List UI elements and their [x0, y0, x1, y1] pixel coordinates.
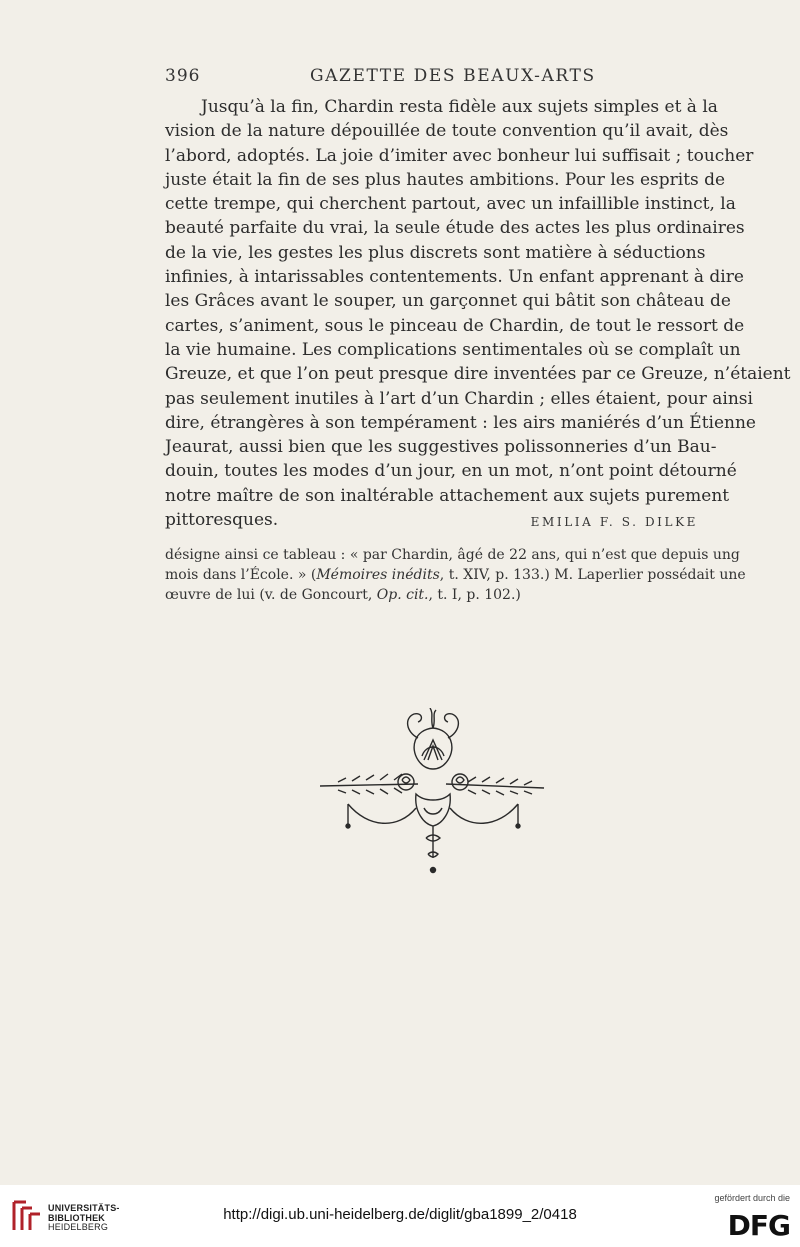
text-line: vision de la nature dépouillée de toute convention qu’il avait, dès	[165, 121, 729, 142]
running-title: GAZETTE DES BEAUX-ARTS	[310, 66, 596, 86]
text-line: beauté parfaite du vrai, la seule étude des actes les plus ordinaires	[165, 218, 745, 239]
footnote-line: désigne ainsi ce tableau : « par Chardin, âgé de 22 ans, qui n’est que depuis ung	[165, 547, 740, 563]
footnote-line: œuvre de lui (v. de Goncourt, Op. cit., t. I, p. 102.)	[165, 587, 521, 604]
text-line: juste était la fin de ses plus hautes ambitions. Pour les esprits de	[165, 169, 726, 190]
digitization-footer	[0, 1185, 800, 1247]
text-line: de la vie, les gestes les plus discrets sont matière à séductions	[165, 242, 706, 263]
dfg-logo: DFG	[727, 1209, 790, 1242]
text-line: notre maître de son inaltérable attachement aux sujets purement	[165, 485, 730, 506]
footnote	[165, 545, 746, 606]
text-line: les Grâces avant le souper, un garçonnet qui bâtit son château de	[165, 291, 731, 312]
text-line: Greuze, et que l’on peut presque dire inventées par ce Greuze, n’étaient	[165, 364, 791, 385]
text-line: douin, toutes les modes d’un jour, en un mot, n’ont point détourné	[165, 461, 737, 482]
text-line: pas seulement inutiles à l’art d’un Chardin ; elles étaient, pour ainsi	[165, 388, 753, 409]
text-line: Jeaurat, aussi bien que les suggestives polissonneries d’un Bau-	[165, 437, 717, 458]
text-line: Jusqu’à la fin, Chardin resta fidèle aux sujets simples et à la	[201, 97, 718, 117]
text-line: cette trempe, qui cherchent partout, avec un infaillible instinct, la	[165, 194, 736, 215]
text-line: pittoresques.	[165, 510, 279, 531]
library-name: UNIVERSITÄTS- BIBLIOTHEK HEIDELBERG	[48, 1203, 120, 1232]
text-line: la vie humaine. Les complications sentimentales où se complaît un	[165, 339, 741, 360]
text-line: cartes, s’animent, sous le pinceau de Chardin, de tout le ressort de	[165, 315, 745, 336]
text-line: infinies, à intarissables contentements. Un enfant apprenant à dire	[165, 267, 744, 288]
text-line: l’abord, adoptés. La joie d’imiter avec bonheur lui suffisait ; toucher	[165, 145, 754, 166]
page-number: 396	[165, 66, 201, 86]
footnote-line: mois dans l’École. » (Mémoires inédits, t. XIV, p. 133.) M. Laperlier possédait une	[165, 567, 746, 584]
decorative-vignette	[318, 708, 548, 878]
body-paragraph	[165, 95, 791, 532]
source-url[interactable]: http://digi.ub.uni-heidelberg.de/diglit/gba1899_2/0418	[223, 1206, 577, 1223]
sponsor-label: gefördert durch die	[714, 1193, 790, 1203]
author-signature: EMILIA F. S. DILKE	[530, 515, 698, 529]
text-line: dire, étrangères à son tempérament : les airs maniérés d’un Étienne	[165, 412, 756, 433]
